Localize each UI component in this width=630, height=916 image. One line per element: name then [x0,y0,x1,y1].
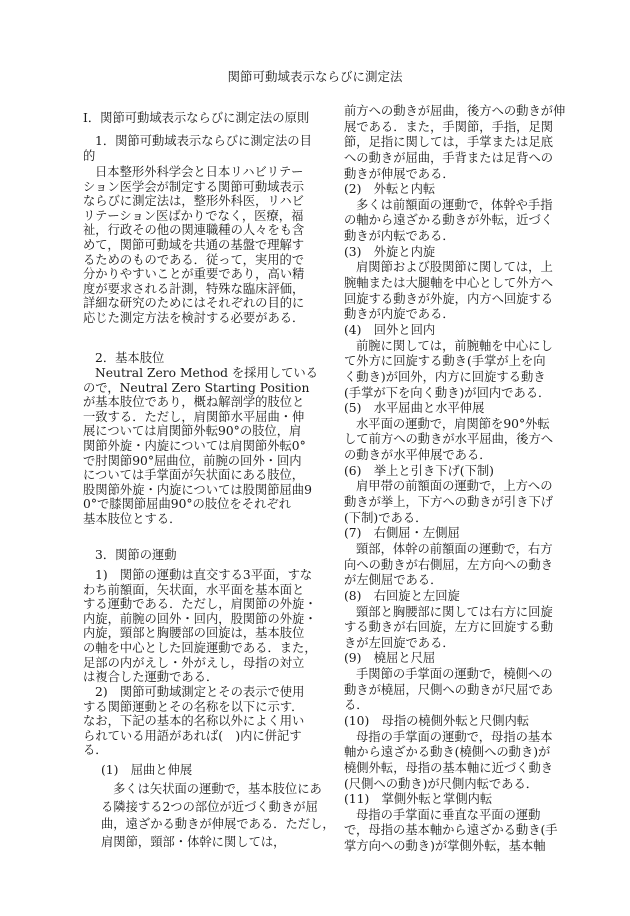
subsection-heading-purpose-line: 的 [83,148,96,163]
paragraph-motion-2-line: られている用語があれば( )内に併記す [83,728,302,743]
item-body-line: の動きが水平伸展である． [344,448,492,463]
paragraph-motion-2-line: 2) 関節可動域測定とその表示で使用 [95,685,305,699]
item-body-flexion-continued [344,104,570,182]
item-heading: (3) 外旋と内旋 [344,244,436,259]
right-column [344,104,570,855]
paragraph-purpose-line: 祉，行政その他の関連職種の人々をも含 [83,223,305,238]
item-body-line: 腕軸または大腿軸を中心として外方へ [344,276,554,291]
paragraph-basic-position-line: 一致する．ただし，肩関節水平屈曲・伸 [83,409,305,424]
paragraph-motion-1-line: の軸を中心とした回旋運動である．また， [83,640,317,655]
item-body-line: て外方に回旋する動き(手掌が上を向 [344,354,546,369]
item-body-line: 動きが挙上，下方への動きが引き下げ [344,495,554,510]
item-body-line: (下制)である． [344,510,428,525]
paragraph-basic-position [83,366,318,527]
item-body-flexion-continued-line: 展である．また，手関節，手指，足関 [344,119,554,134]
item-body-line: (手掌が下を向く動き)が回内である． [344,385,551,400]
paragraph-motion-1-line: 内旋，前腕の回外・回内，股関節の外旋・ [83,611,317,626]
item-body [344,198,570,245]
item-body-line: で，母指の基本軸から遠ざかる動き(手 [344,823,558,838]
paragraph-purpose-line: リテーション医ばかりでなく，医療，福 [83,208,304,223]
paragraph-purpose-line: 応じた測定方法を検討する必要がある． [83,310,305,325]
subsection-heading-joint-motion [83,548,309,563]
item-heading: (9) 橈屈と尺屈 [344,651,436,666]
item-body-line: 回旋する動きが外旋，内方へ回旋する [344,291,554,306]
item-body-line: 手関節の手掌面の運動で，橈側への [356,667,553,682]
item-body-line: して前方への動きが水平屈曲，後方へ [344,432,554,447]
left-column [83,0,335,916]
paragraph-purpose-line: 日本整形外科学会と日本リハビリテー [95,165,304,179]
item-heading-flexion [83,763,309,778]
paragraph-basic-position-line: 股関節外旋・内旋については股関節屈曲9 [83,482,312,497]
item-body-line: 動きが内転である． [344,229,455,244]
item-body [344,260,570,323]
item-heading: (6) 挙上と引き下げ(下制) [344,463,494,478]
paragraph-purpose-line: めて，関節可動域を共通の基盤で理解す [83,237,305,252]
item-body-line: 軸から遠ざかる動き(橈側への動き)が [344,745,551,760]
paragraph-basic-position-line: 基本肢位とする． [83,511,182,526]
document-title: 関節可動域表示ならびに測定法 [227,69,403,84]
item-heading: (11) 掌側外転と掌側内転 [344,792,493,807]
item-body-line: 向への動きが右側屈，左方向への動き [344,557,554,572]
item-body-line: きが左回旋である． [344,635,455,650]
subsection-heading-joint-motion-line: 3．関節の運動 [95,548,177,562]
paragraph-motion-1-line: 1) 関節の運動は直交する3平面，すな [95,568,313,582]
paragraph-motion-2-line: する関節運動とその名称を以下に示す． [83,699,304,714]
item-body-flexion-continued-line: への動きが屈曲，手背または足背への [344,150,554,165]
paragraph-basic-position-line: 展については肩関節外転90°の肢位，肩 [83,424,302,439]
item-heading: (4) 回外と回内 [344,322,436,337]
item-body [344,808,570,855]
item-body-line: 水平面の運動で，肩関節を90°外転 [356,416,550,431]
item-heading: (10) 母指の橈側外転と尺側内転 [344,713,530,728]
item-body [344,479,570,526]
item-body-line: 掌方向への動き)が掌側外転，基本軸 [344,839,546,854]
item-body-line: る． [344,698,369,713]
paragraph-purpose-line: ならびに測定法は，整形外科医，リハビ [83,194,304,209]
paragraph-basic-position-line: 関節外旋・内旋については肩関節外転0° [83,438,306,453]
paragraph-purpose-line: ション医学会が制定する関節可動域表示 [83,179,305,194]
paragraph-motion-1-line: わち前額面，矢状面，水平面を基本面と [83,582,305,597]
paragraph-purpose [83,165,309,326]
item-body-flexion-line: 肩関節，頸部・体幹に関しては， [101,834,286,849]
item-body [344,730,570,793]
item-body-line: 動きが橈屈，尺側への動きが尺屈であ [344,682,554,697]
item-body-flexion-continued-line: 節，足指に関しては，手掌または足底 [344,135,554,150]
subsection-heading-basic-position-line: 2．基本肢位 [95,351,165,365]
paragraph-basic-position-line: で肘関節90°屈曲位，前腕の回外・回内 [83,453,302,468]
item-body-flexion-continued-line: 前方への動きが屈曲，後方への動きが伸 [344,104,566,118]
item-body [344,605,570,652]
item-body-line: 母指の手掌面の運動で，母指の基本 [356,729,553,744]
item-body [344,417,570,464]
item-body-line: が左側屈である． [344,573,443,588]
item-body-line: く動き)が回外，内方に回旋する動き [344,369,546,384]
item-body [344,542,570,589]
item-body-flexion-line: 曲，遠ざかる動きが伸展である．ただし， [101,817,335,832]
item-heading-flexion-line: (1) 屈曲と伸展 [101,763,193,777]
item-body-line: 母指の手掌面に垂直な平面の運動 [356,807,541,822]
paragraph-purpose-line: 度が要求される計測，特殊な臨床評価， [83,281,305,296]
paragraph-purpose-line: るためのものである．従って，実用的で [83,252,305,267]
paragraph-motion-1-line: 内旋，頸部と胸腰部の回旋は，基本肢位 [83,626,305,641]
item-body-line: 橈側外転，母指の基本軸に近づく動き [344,760,554,775]
paragraph-basic-position-line: が基本肢位であり，概ね解剖学的肢位と [83,395,305,410]
item-body-line: 頸部，体幹の前額面の運動で，右方 [356,541,553,556]
item-body-flexion-line: 多くは矢状面の運動で，基本肢位にあ [113,782,322,796]
paragraph-basic-position-line: 0°で膝関節屈曲90°の肢位をそれぞれ [83,497,291,512]
item-body-line: 前腕に関しては，前腕軸を中心にし [356,338,553,353]
item-body-line: の軸から遠ざかる動きが外転，近づく [344,213,554,228]
paragraph-motion-1-line: は複合した運動である． [83,670,219,685]
item-body-line: 動きが内旋である． [344,307,455,322]
item-heading: (8) 右回旋と左回旋 [344,588,460,603]
item-heading: (5) 水平屈曲と水平伸展 [344,401,485,416]
paragraph-motion-2 [83,685,309,758]
item-body-flexion-line: る隣接する2つの部位が近づく動きが屈 [101,799,318,814]
paragraph-motion-1-line: する運動である．ただし，肩関節の外旋・ [83,597,317,612]
item-body-flexion [83,781,335,851]
item-body-line: 頸部と胸腰部に関しては右方に回旋 [356,604,553,619]
item-body-line: (尺側への動き)が尺側内転である． [344,776,539,791]
item-heading: (2) 外転と内転 [344,182,436,197]
section-heading-line: I．関節可動域表示ならびに測定法の原則 [83,111,310,125]
paragraph-motion-2-line: る． [83,743,108,758]
subsection-heading-purpose [83,134,312,163]
paragraph-basic-position-line: については手掌面が矢状面にある肢位， [83,468,305,483]
paragraph-basic-position-line: ので，Neutral Zero Starting Position [83,380,310,395]
paragraph-motion-1-line: 足部の内がえし・外がえし，母指の対立 [83,655,305,670]
item-body [344,667,570,714]
paragraph-basic-position-line: Neutral Zero Method を採用している [95,366,318,380]
subsection-heading-purpose-line: 1．関節可動域表示ならびに測定法の目 [95,134,312,148]
item-body-line: 肩関節および股関節に関しては，上 [356,260,553,275]
paragraph-motion-1 [83,568,317,685]
item-body-line: 肩甲帯の前額面の運動で，上方への [356,479,553,494]
item-heading: (7) 右側屈・左側屈 [344,526,460,541]
section-heading [83,111,309,126]
item-body-line: する動きが右回旋，左方に回旋する動 [344,620,554,635]
item-body-line: 多くは前額面の運動で，体幹や手指 [356,197,553,212]
item-body [344,339,570,402]
subsection-heading-basic-position [83,351,309,366]
paragraph-purpose-line: 詳細な研究のためにはそれぞれの目的に [83,296,305,311]
paragraph-motion-2-line: なお，下記の基本的名称以外によく用い [83,714,305,729]
paragraph-purpose-line: 分かりやすいことが重要であり，高い精 [83,267,305,282]
item-body-flexion-continued-line: 動きが伸展である． [344,166,455,181]
